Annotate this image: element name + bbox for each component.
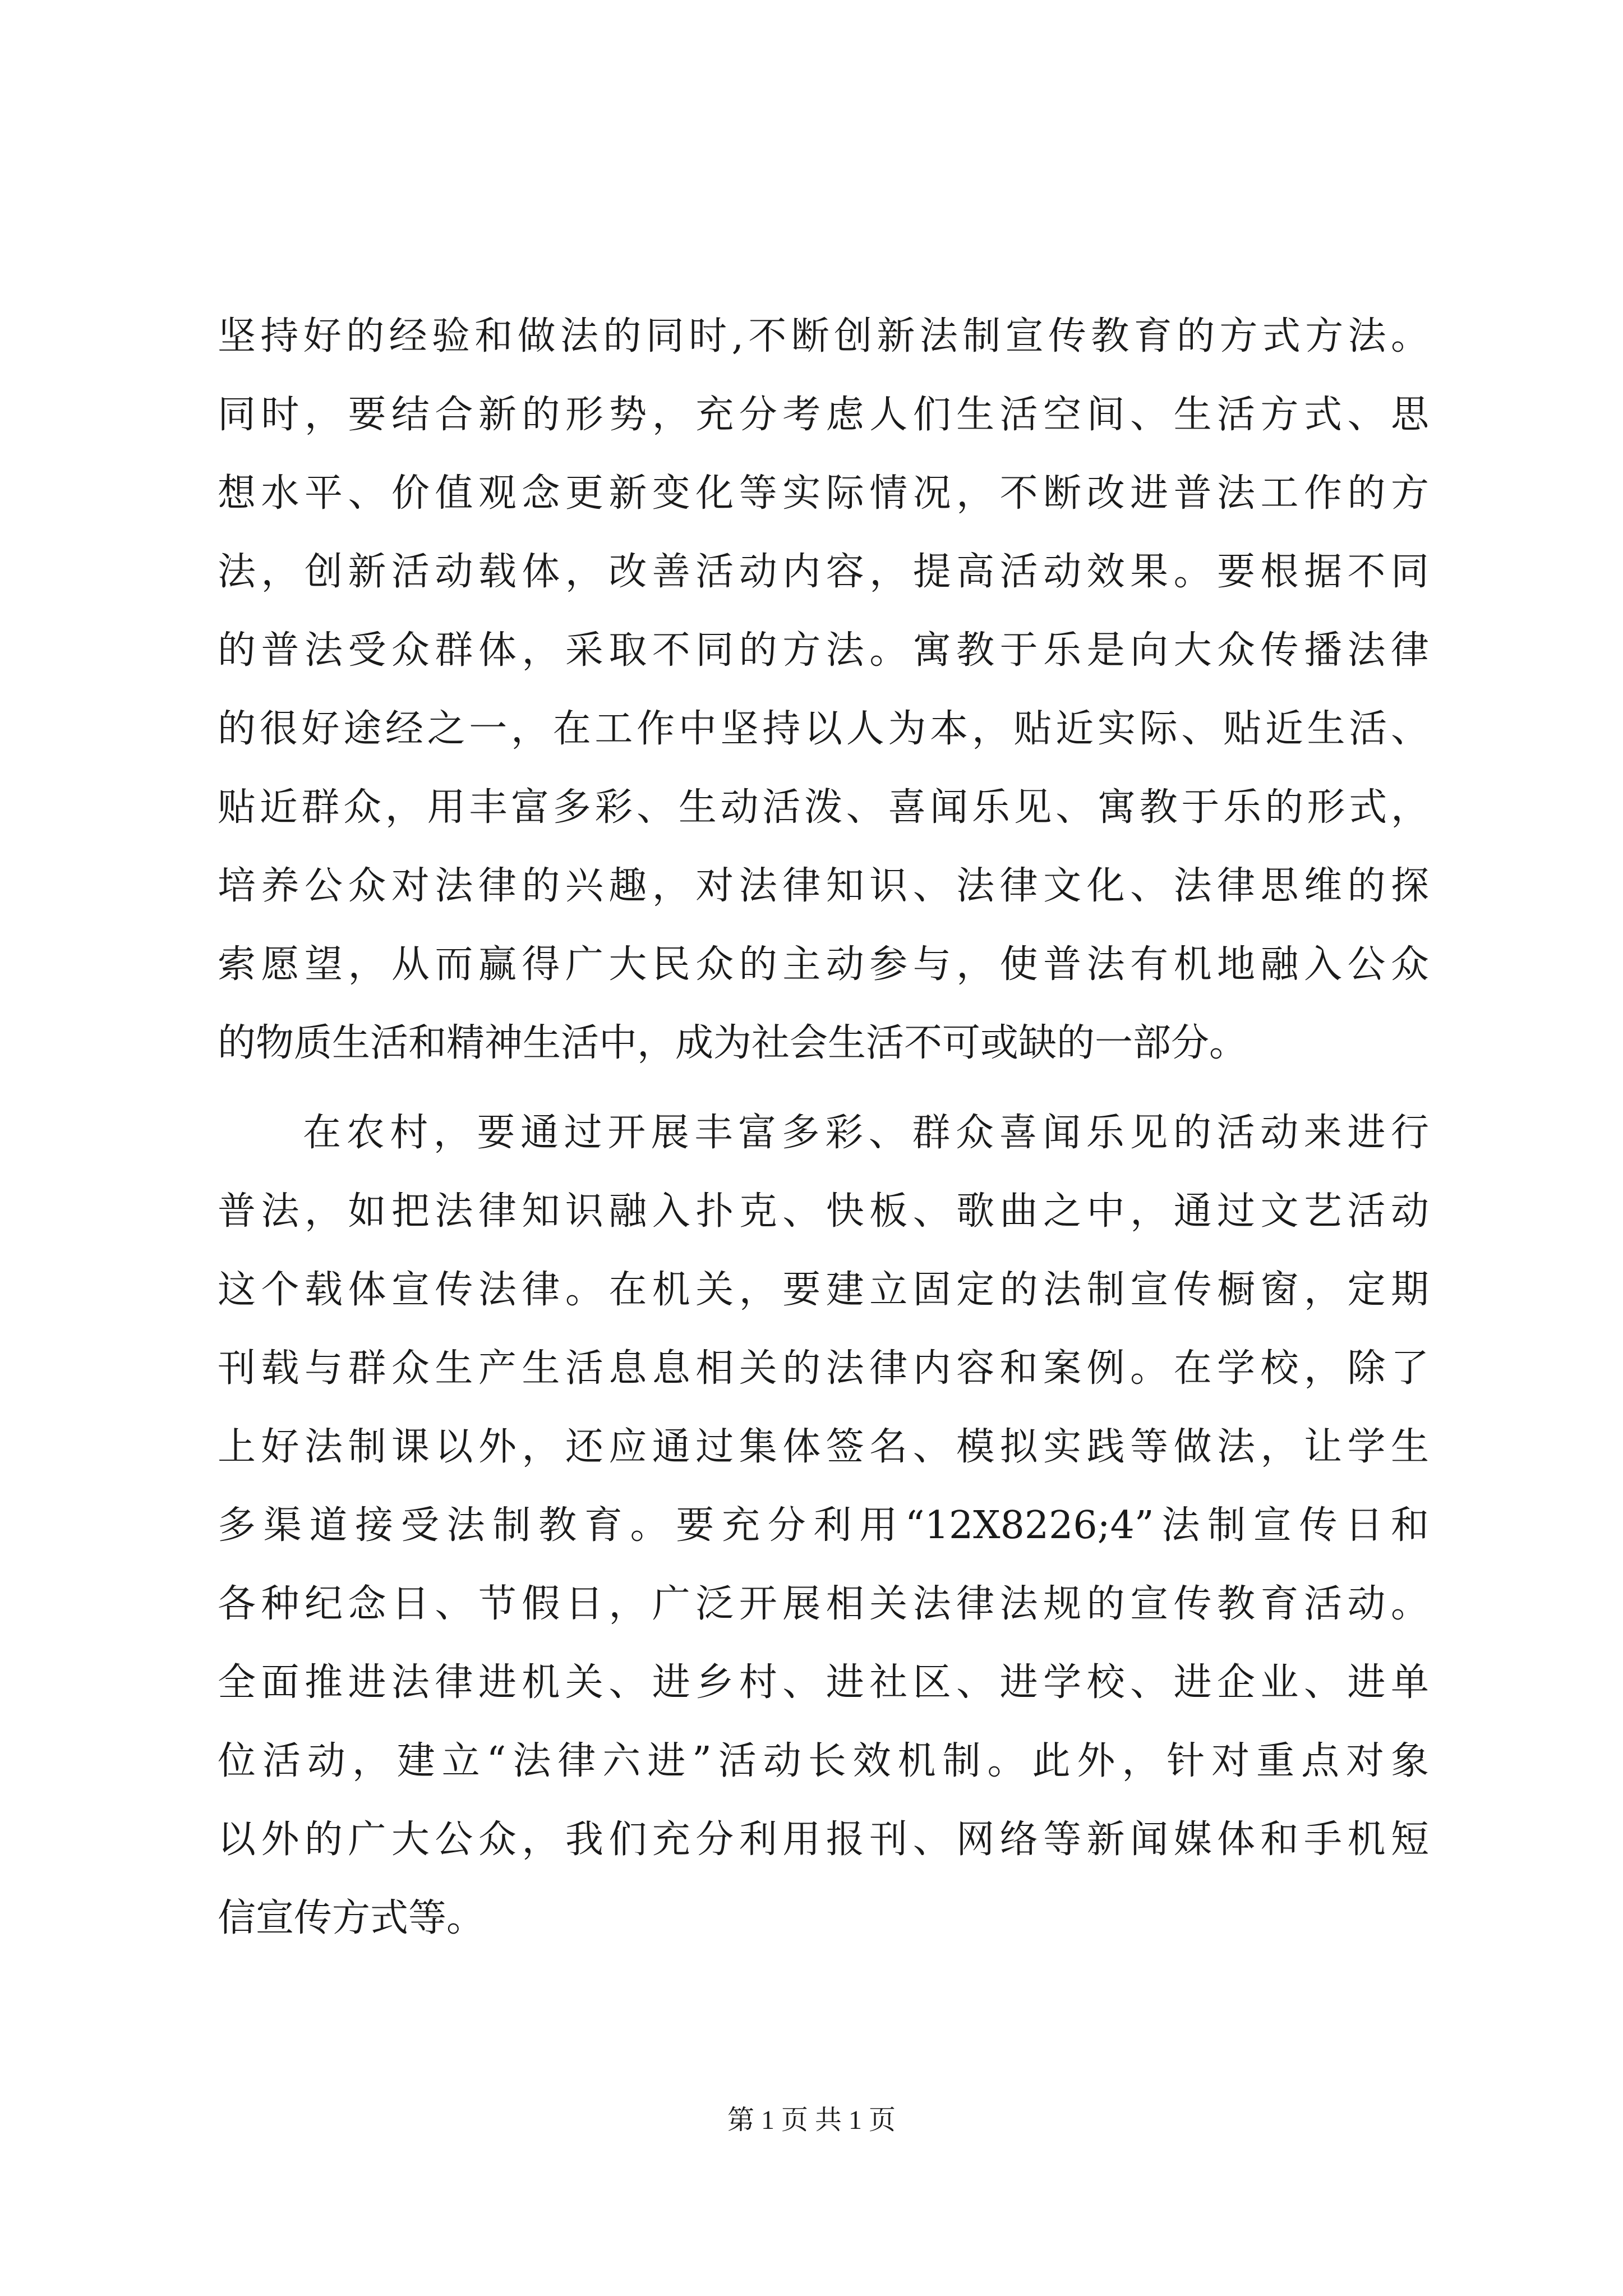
paragraph-1-line-9: 索愿望，从而赢得广大民众的主动参与，使普法有机地融入公众 [218,942,1429,987]
paragraph-2-line-10: 以外的广大公众，我们充分利用报刊、网络等新闻媒体和手机短 [218,1818,1429,1862]
paragraph-1-line-10: 的物质生活和精神生活中，成为社会生活不可或缺的一部分。 [218,1021,1248,1065]
paragraph-1-line-4: 法，创新活动载体，改善活动内容，提高活动效果。要根据不同 [218,550,1429,594]
paragraph-2-line-11: 信宣传方式等。 [218,1896,485,1940]
paragraph-2-line-4: 刊载与群众生产生活息息相关的法律内容和案例。在学校，除了 [218,1346,1429,1391]
paragraph-1-line-7: 贴近群众，用丰富多彩、生动活泼、喜闻乐见、寓教于乐的形式， [218,785,1429,830]
paragraph-2-line-6: 多渠道接受法制教育。要充分利用“12X8226;4”法制宣传日和 [218,1503,1429,1548]
paragraph-2-line-3: 这个载体宣传法律。在机关，要建立固定的法制宣传橱窗，定期 [218,1268,1429,1312]
paragraph-2-line-1: 在农村，要通过开展丰富多彩、群众喜闻乐见的活动来进行 [303,1111,1429,1155]
page-number-footer: 第 1 页 共 1 页 [727,2105,896,2135]
paragraph-1-line-6: 的很好途经之一，在工作中坚持以人为本，贴近实际、贴近生活、 [218,707,1429,751]
paragraph-1-line-5: 的普法受众群体，采取不同的方法。寓教于乐是向大众传播法律 [218,628,1429,673]
paragraph-1-line-3: 想水平、价值观念更新变化等实际情况，不断改进普法工作的方 [218,471,1429,516]
paragraph-2-line-7: 各种纪念日、节假日，广泛开展相关法律法规的宣传教育活动。 [218,1582,1429,1626]
paragraph-2-line-9: 位活动，建立“法律六进”活动长效机制。此外，针对重点对象 [218,1739,1429,1783]
paragraph-2-line-8: 全面推进法律进机关、进乡村、进社区、进学校、进企业、进单 [218,1660,1429,1705]
paragraph-1-line-1: 坚持好的经验和做法的同时,不断创新法制宣传教育的方式方法。 [218,314,1429,358]
paragraph-1-line-8: 培养公众对法律的兴趣，对法律知识、法律文化、法律思维的探 [218,864,1429,908]
paragraph-2-line-5: 上好法制课以外，还应通过集体签名、模拟实践等做法，让学生 [218,1425,1429,1469]
paragraph-1-line-2: 同时，要结合新的形势，充分考虑人们生活空间、生活方式、思 [218,393,1429,437]
paragraph-2-line-2: 普法，如把法律知识融入扑克、快板、歌曲之中，通过文艺活动 [218,1189,1429,1234]
